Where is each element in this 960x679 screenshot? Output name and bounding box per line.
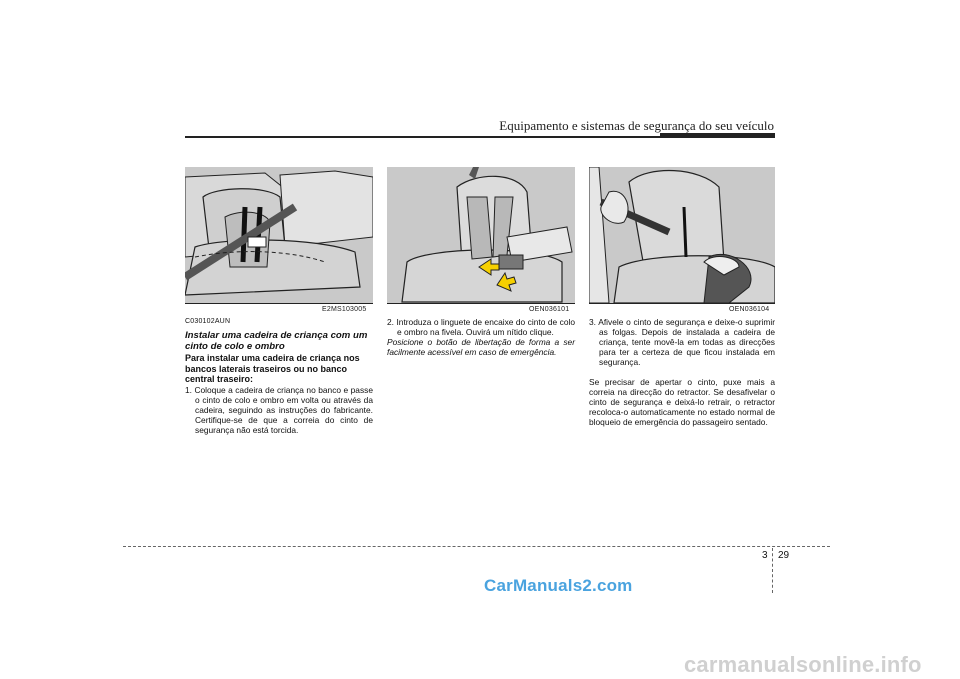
tighten-belt-illustration <box>589 167 775 303</box>
section-title: Instalar uma cadeira de criança com um cinto de colo e ombro <box>185 330 368 352</box>
footer-site-link[interactable]: carmanualsonline.info <box>684 652 922 677</box>
chapter-number: 3 <box>762 550 768 561</box>
column-1 <box>185 317 373 435</box>
footer-divider <box>772 548 773 593</box>
step-1: 1. Coloque a cadeira de criança no banco e passe o cinto de colo e ombro em volta ou através da cadeira, seguindo as instruções do fabricante. Certifique-se de que a correia do cinto de segurança não está torcida. <box>185 384 373 435</box>
step-2: 2. Introduza o linguete de encaixe do cinto de colo e ombro na fivela. Ouvirá um nítido clique. <box>387 317 575 337</box>
child-seat-illustration <box>185 167 373 303</box>
figure-child-seat-rear <box>185 167 373 304</box>
release-button-note: Posicione o botão de libertação de forma a ser facilmente acessível em caso de emergência. <box>387 337 575 357</box>
page-header-title: Equipamento e sistemas de segurança do seu veículo <box>499 118 774 133</box>
figure-tighten-belt <box>589 167 775 304</box>
watermark-link[interactable]: CarManuals2.com <box>484 576 633 595</box>
column-2 <box>387 317 575 357</box>
buckle-illustration <box>387 167 575 303</box>
header-tab <box>660 133 775 138</box>
column-3 <box>589 317 775 427</box>
section-code: C030102AUN <box>185 318 231 325</box>
page-number: 29 <box>778 550 790 561</box>
footer-rule <box>123 546 830 547</box>
tighten-paragraph: Se precisar de apertar o cinto, puxe mais a correia na direcção do retractor. Se desafivelar o cinto de segurança e deixá-lo retrair, o retractor recoloca-o automaticamente no estado normal de bloqueio de emergência do passageiro sentado. <box>589 377 775 427</box>
figure-code: OEN036104 <box>729 306 770 313</box>
step-3: 3. Afivele o cinto de segurança e deixe-o suprimir as folgas. Depois de instalada a cadeira de criança, tente movê-la em todas as direcções para ter a certeza de que ficou instalada em segurança. <box>589 317 775 367</box>
figure-buckle-latch <box>387 167 575 304</box>
figure-code: E2MS103005 <box>322 306 367 313</box>
figure-code: OEN036101 <box>529 306 570 313</box>
section-subtitle: Para instalar uma cadeira de criança nos bancos laterais traseiros ou no banco central traseiro: <box>185 353 360 384</box>
